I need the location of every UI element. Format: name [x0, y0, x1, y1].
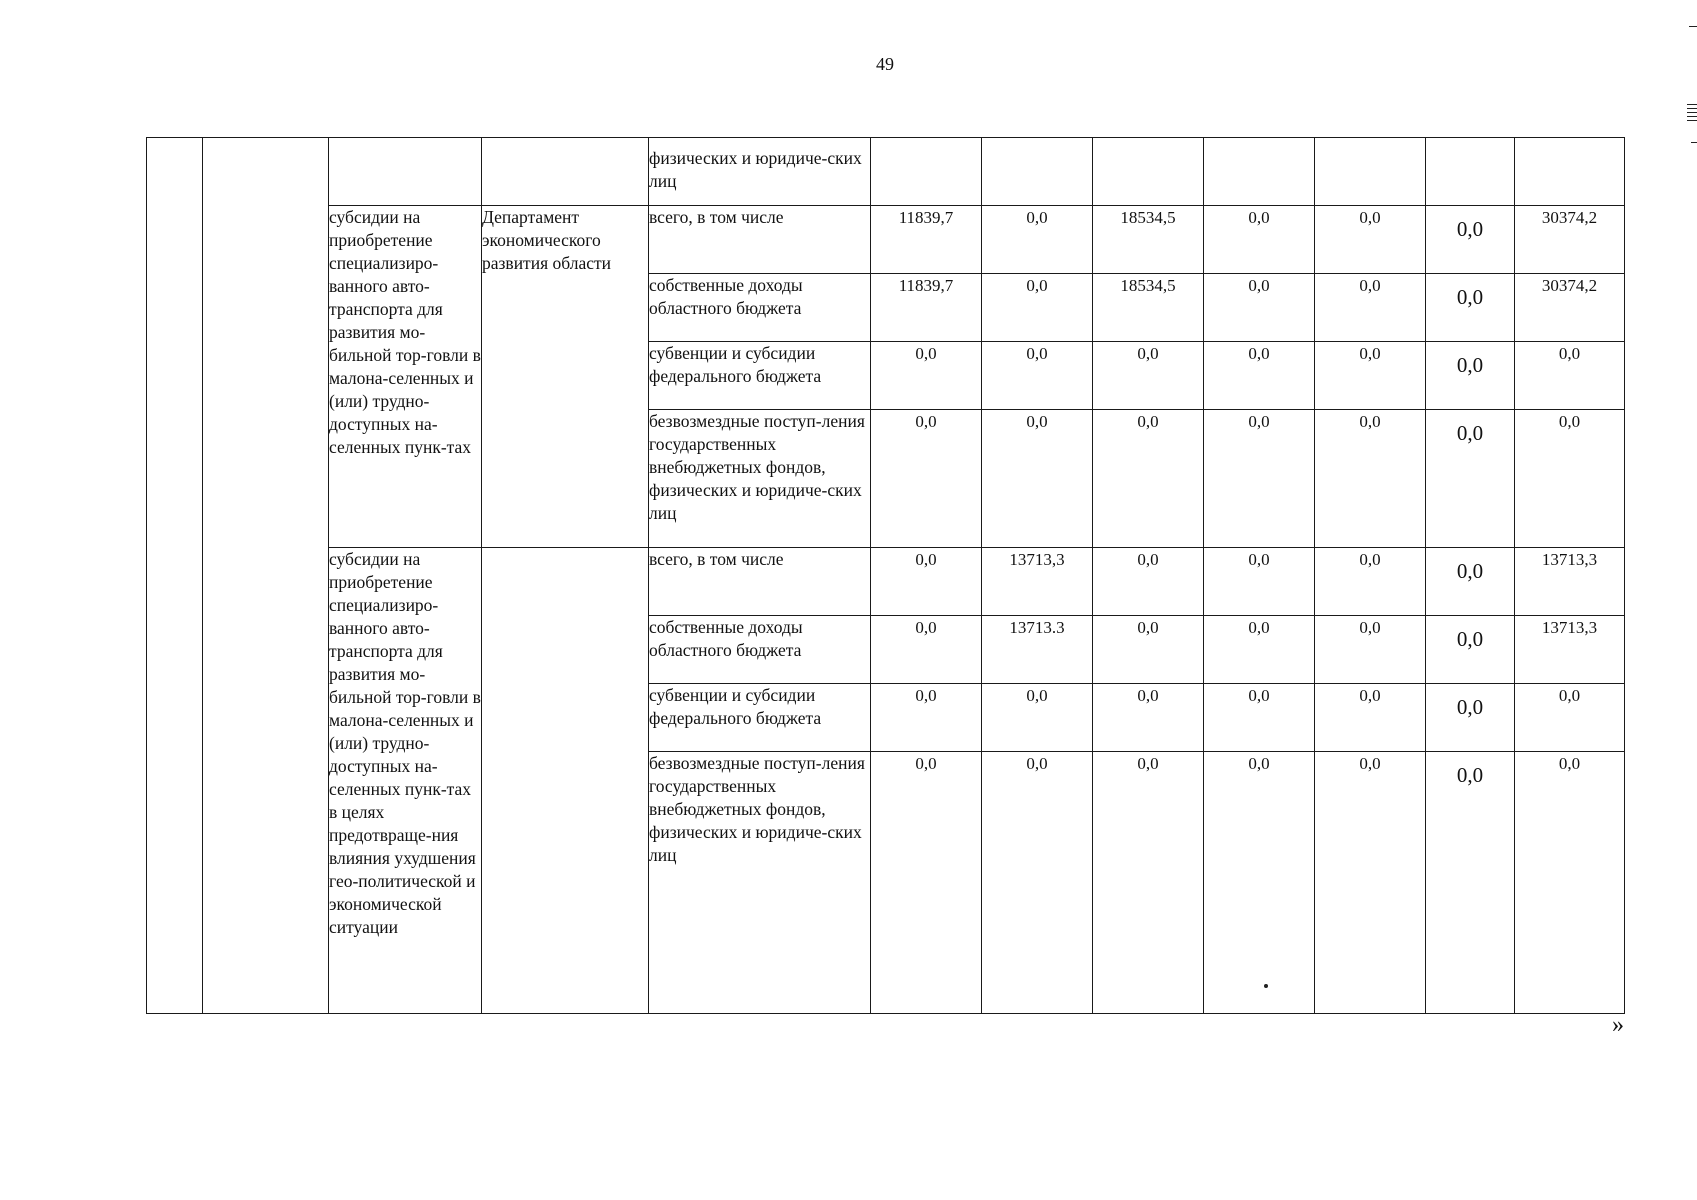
measure-name: субсидии на приобретение специализиро-ванного авто-транспорта для развития мо-бильной тор-говли в малона-селенных и (или) трудно-доступных на-селенных пунк-тах — [329, 206, 482, 548]
value-cell: 0,0 — [1093, 752, 1204, 1014]
executor-name: Департамент экономического развития области — [482, 206, 649, 548]
value-cell: 0,0 — [1315, 684, 1426, 752]
value-cell: 0,0 — [871, 548, 982, 616]
value-cell: 0,0 — [1093, 548, 1204, 616]
value-cell: 0,0 — [982, 274, 1093, 342]
value-cell: 0,0 — [1204, 342, 1315, 410]
value-cell — [1204, 138, 1315, 206]
value-cell — [871, 138, 982, 206]
value-cell: 0,0 — [1204, 616, 1315, 684]
funding-source: всего, в том числе — [649, 548, 871, 616]
funding-source: собственные доходы областного бюджета — [649, 274, 871, 342]
total-cell: 30374,2 — [1515, 274, 1625, 342]
total-cell: 0,0 — [1515, 342, 1625, 410]
value-cell: 0,0 — [1426, 548, 1515, 616]
value-cell: 0,0 — [1426, 410, 1515, 548]
funding-source: собственные доходы областного бюджета — [649, 616, 871, 684]
value-cell: 0,0 — [1426, 342, 1515, 410]
page-number: 49 — [876, 54, 894, 74]
value-cell: 0,0 — [1093, 342, 1204, 410]
budget-table — [146, 137, 1625, 1014]
total-cell: 0,0 — [1515, 410, 1625, 548]
value-cell: 0,0 — [1093, 684, 1204, 752]
value-cell: 0,0 — [1204, 684, 1315, 752]
value-cell: 0,0 — [982, 342, 1093, 410]
value-cell: 0,0 — [1426, 616, 1515, 684]
total-cell: 0,0 — [1515, 684, 1625, 752]
value-cell: 0,0 — [1093, 410, 1204, 548]
value-cell — [982, 138, 1093, 206]
value-cell: 13713.3 — [982, 616, 1093, 684]
value-cell: 0,0 — [1204, 548, 1315, 616]
value-cell — [1315, 138, 1426, 206]
value-cell: 0,0 — [871, 684, 982, 752]
value-cell: 0,0 — [1315, 548, 1426, 616]
value-cell: 0,0 — [982, 206, 1093, 274]
scan-dot — [1264, 984, 1268, 988]
value-cell: 0,0 — [1315, 616, 1426, 684]
value-cell: 0,0 — [1204, 410, 1315, 548]
table-row — [147, 138, 1625, 206]
value-cell: 0,0 — [1093, 616, 1204, 684]
measure-name: субсидии на приобретение специализиро-ванного авто-транспорта для развития мо-бильной тор-говли в малона-селенных и (или) трудно-доступных на-селенных пунк-тах в целях предотвраще-ния влияния ухудшения гео-политической и экономической ситуации — [329, 548, 482, 1014]
value-cell — [1515, 138, 1625, 206]
value-cell: 0,0 — [1315, 752, 1426, 1014]
funding-source: субвенции и субсидии федерального бюджета — [649, 684, 871, 752]
value-cell: 0,0 — [1315, 410, 1426, 548]
total-cell: 30374,2 — [1515, 206, 1625, 274]
measure-cell — [329, 138, 482, 206]
value-cell: 0,0 — [1426, 274, 1515, 342]
value-cell — [1093, 138, 1204, 206]
funding-source: безвозмездные поступ-ления государственных внебюджетных фондов, физических и юридиче-ских лиц — [649, 410, 871, 548]
value-cell: 0,0 — [1315, 206, 1426, 274]
value-cell: 13713,3 — [982, 548, 1093, 616]
value-cell: 0,0 — [1204, 274, 1315, 342]
source-cell: физических и юридиче-ских лиц — [649, 138, 871, 206]
value-cell: 0,0 — [871, 752, 982, 1014]
value-cell: 0,0 — [1315, 274, 1426, 342]
total-cell: 13713,3 — [1515, 616, 1625, 684]
value-cell: 11839,7 — [871, 206, 982, 274]
number-cell — [147, 138, 203, 1014]
value-cell: 0,0 — [982, 684, 1093, 752]
value-cell: 0,0 — [1426, 684, 1515, 752]
funding-source: субвенции и субсидии федерального бюджета — [649, 342, 871, 410]
value-cell: 0,0 — [982, 410, 1093, 548]
value-cell: 0,0 — [871, 342, 982, 410]
value-cell: 0,0 — [1426, 206, 1515, 274]
executor-cell — [482, 138, 649, 206]
value-cell: 0,0 — [1315, 342, 1426, 410]
value-cell — [1426, 138, 1515, 206]
value-cell: 0,0 — [1204, 752, 1315, 1014]
closing-quote: » — [1612, 1012, 1624, 1038]
table-row — [147, 548, 1625, 616]
value-cell: 18534,5 — [1093, 274, 1204, 342]
value-cell: 0,0 — [982, 752, 1093, 1014]
task-cell — [203, 138, 329, 1014]
value-cell: 0,0 — [1204, 206, 1315, 274]
value-cell: 0,0 — [871, 410, 982, 548]
value-cell: 0,0 — [1426, 752, 1515, 1014]
funding-source: безвозмездные поступ-ления государственных внебюджетных фондов, физических и юридиче-ских лиц — [649, 752, 871, 1014]
funding-source: всего, в том числе — [649, 206, 871, 274]
value-cell: 18534,5 — [1093, 206, 1204, 274]
value-cell: 11839,7 — [871, 274, 982, 342]
total-cell: 13713,3 — [1515, 548, 1625, 616]
edge-marks — [1687, 0, 1697, 150]
total-cell: 0,0 — [1515, 752, 1625, 1014]
value-cell: 0,0 — [871, 616, 982, 684]
executor-name — [482, 548, 649, 1014]
table-row — [147, 206, 1625, 274]
